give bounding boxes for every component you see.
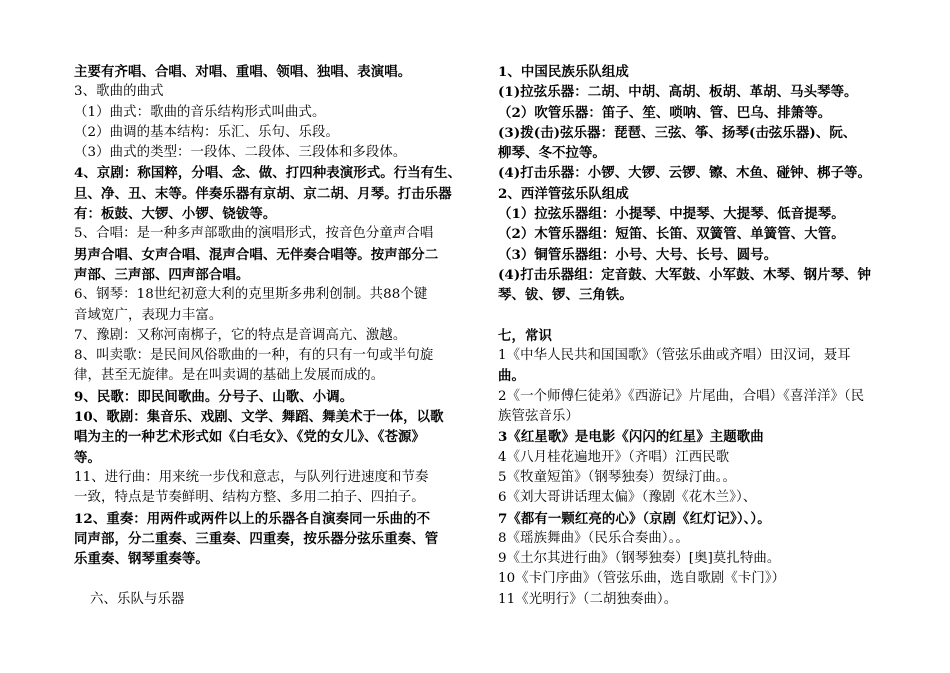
text-line: （2）木管乐器组：短笛、长笛、双簧管、单簧管、大管。 — [498, 226, 845, 243]
text-line: 同声部，分二重奏、三重奏、四重奏，按乐器分弦乐重奏、管 — [74, 530, 439, 547]
text-line: （1）曲式：歌曲的音乐结构形式叫曲式。 — [74, 104, 326, 120]
left-text-block — [74, 62, 478, 569]
common-knowledge-block — [498, 346, 912, 610]
text-line: 3《红星歌》是电影《闪闪的红星》主题歌曲 — [498, 429, 764, 446]
text-line: 5、合唱：是一种多声部歌曲的演唱形式，按音色分童声合唱 — [74, 226, 434, 242]
text-line: 6、钢琴：18世纪初意大利的克里斯多弗利创制。共88个键 — [74, 287, 428, 303]
text-line: 音域宽广，表现力丰富。 — [74, 307, 223, 323]
text-line: 1、中国民族乐队组成 — [498, 64, 629, 80]
text-line: 等。 — [74, 449, 101, 466]
text-line: 琴、钹、锣、三角铁。 — [498, 287, 633, 304]
text-line: 4《八月桂花遍地开》（齐唱）江西民歌 — [498, 449, 730, 465]
text-line: (3)拨(击)弦乐器：琵琶、三弦、筝、扬琴(击弦乐器)、阮、 — [498, 124, 857, 141]
spacer — [498, 306, 912, 326]
text-line: 族管弦音乐） — [498, 409, 579, 425]
text-line: 6《刘大哥讲话理太偏》（豫剧《花木兰》）、 — [498, 490, 757, 506]
text-line: 声部、三声部、四声部合唱。 — [74, 266, 250, 283]
text-line: 11、进行曲：用来统一步伐和意志，与队列行进速度和节奏 — [74, 469, 429, 485]
text-line: (1)拉弦乐器：二胡、中胡、高胡、板胡、革胡、马头琴等。 — [498, 84, 858, 101]
text-line: 旦、净、丑、末等。伴奏乐器有京胡、京二胡、月琴。打击乐器 — [74, 185, 452, 202]
text-line: 7、豫剧：又称河南梆子，它的特点是音调高亢、激越。 — [74, 327, 407, 343]
text-line: （1）拉弦乐器组：小提琴、中提琴、大提琴、低音提琴。 — [498, 206, 845, 223]
text-line: （2）吹管乐器：笛子、笙、唢呐、管、巴乌、排箫等。 — [498, 104, 832, 121]
text-line: 12、重奏：用两件或两件以上的乐器各自演奏同一乐曲的不 — [74, 510, 431, 527]
text-line: （3）铜管乐器组：小号、大号、长号、圆号。 — [498, 246, 778, 263]
text-line: (4)打击乐器：小锣、大锣、云锣、镲、木鱼、碰钟、梆子等。 — [498, 165, 872, 182]
text-line: 3、歌曲的曲式 — [74, 84, 164, 100]
text-line: 有：板鼓、大锣、小锣、铙钹等。 — [74, 206, 277, 223]
text-line: （3）曲式的类型：一段体、二段体、三段体和多段体。 — [74, 145, 407, 161]
text-line: 曲。 — [498, 368, 525, 385]
text-line: 11《光明行》（二胡独奏曲）。 — [498, 591, 678, 607]
orchestra-composition-block — [498, 62, 912, 306]
text-line: (4)打击乐器组：定音鼓、大军鼓、小军鼓、木琴、钢片琴、钟 — [498, 266, 872, 283]
text-line: 1《中华人民共和国国歌》（管弦乐曲或齐唱）田汉词，聂耳 — [498, 348, 851, 364]
text-line: 5《牧童短笛》（钢琴独奏）贺绿汀曲。。 — [498, 469, 737, 485]
text-line: 10《卡门序曲》（管弦乐曲，选自歌剧《卡门》） — [498, 571, 786, 587]
text-line: （2）曲调的基本结构：乐汇、乐句、乐段。 — [74, 124, 339, 140]
text-line: 7《都有一颗红亮的心》（京剧《红灯记》）、）。 — [498, 510, 771, 527]
text-line: 乐重奏、钢琴重奏等。 — [74, 551, 209, 568]
section-title-band-instruments: 六、乐队与乐器 — [90, 591, 185, 607]
right-column — [498, 62, 912, 610]
section-title-common-knowledge: 七，常识 — [498, 327, 552, 344]
text-line: 2《一个师傅仨徒弟》《西游记》片尾曲，合唱）《喜洋洋》（民 — [498, 388, 865, 404]
text-line: 主要有齐唱、合唱、对唱、重唱、领唱、独唱、表演唱。 — [74, 64, 412, 80]
text-line: 10、歌剧：集音乐、戏剧、文学、舞蹈、舞美术于一体，以歌 — [74, 409, 444, 426]
text-line: 律，甚至无旋律。是在叫卖调的基础上发展而成的。 — [74, 368, 385, 384]
text-line: 一致，特点是节奏鲜明、结构方整、多用二拍子、四拍子。 — [74, 490, 425, 506]
spacer — [74, 569, 478, 589]
text-line: 柳琴、冬不拉等。 — [498, 145, 606, 162]
text-line: 9、民歌：即民间歌曲。分号子、山歌、小调。 — [74, 388, 354, 405]
left-column — [74, 62, 478, 610]
text-line: 9《土尔其进行曲》（钢琴独奏）[奥]莫扎特曲。 — [498, 551, 781, 567]
text-line: 8、叫卖歌：是民间风俗歌曲的一种，有的只有一句或半句旋 — [74, 348, 434, 364]
text-line: 男声合唱、女声合唱、混声合唱、无伴奏合唱等。按声部分二 — [74, 246, 439, 263]
text-line: 唱为主的一种艺术形式如《白毛女》、《党的女儿》、《苍源》 — [74, 429, 425, 446]
text-line: 8《瑶族舞曲》（民乐合奏曲）。。 — [498, 530, 689, 546]
text-line: 4、京剧：称国粹，分唱、念、做、打四种表演形式。行当有生、 — [74, 165, 462, 182]
text-line: 2、西洋管弦乐队组成 — [498, 185, 629, 202]
